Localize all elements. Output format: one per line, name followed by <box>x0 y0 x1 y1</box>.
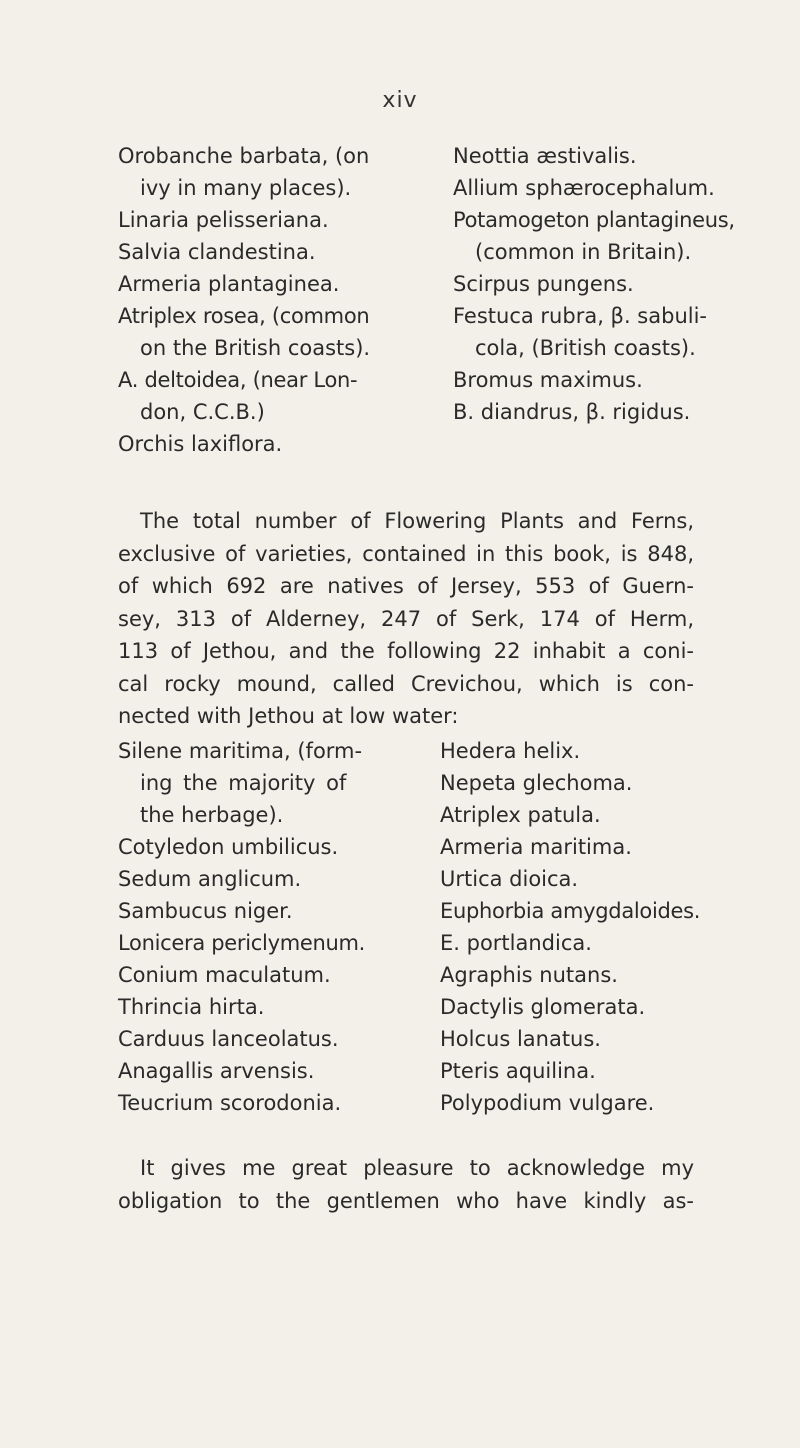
species-entry: Linaria pelisseriana. <box>118 208 329 232</box>
species-entry: Pteris aquilina. <box>440 1059 596 1083</box>
text-line: It gives me great pleasure to acknowledge my <box>140 1156 694 1180</box>
species-entry: Atriplex patula. <box>440 803 601 827</box>
species-entry: Conium maculatum. <box>118 963 331 987</box>
text-line: exclusive of varieties, contained in this book, is 848, <box>118 541 694 566</box>
text-line: of which 692 are natives of Jersey, 553 of Guern- <box>118 574 694 598</box>
species-entry: Scirpus pungens. <box>453 272 634 296</box>
species-entry: Sedum anglicum. <box>118 867 302 891</box>
species-entry: ing the majority of <box>140 771 347 795</box>
text-line: sey, 313 of Alderney, 247 of Serk, 174 of Herm, <box>118 606 694 631</box>
species-column-right <box>453 140 793 428</box>
species-entry: Cotyledon umbilicus. <box>118 835 339 859</box>
species-entry: Anagallis arvensis. <box>118 1059 315 1083</box>
species-column-left <box>118 735 428 1119</box>
species-column-right <box>440 735 780 1119</box>
species-entry: Euphorbia amygdaloides. <box>440 899 701 923</box>
species-entry: Agraphis nutans. <box>440 963 618 987</box>
species-entry: B. diandrus, β. rigidus. <box>453 400 691 424</box>
species-entry: Silene maritima, (form- <box>118 739 363 763</box>
species-entry: Dactylis glomerata. <box>440 995 646 1019</box>
species-entry: Lonicera periclymenum. <box>118 931 366 955</box>
species-entry: Potamogeton plantagineus, <box>453 208 735 232</box>
species-entry: Neottia æstivalis. <box>453 144 637 168</box>
species-entry: Armeria maritima. <box>440 835 632 859</box>
species-entry: Atriplex rosea, (common <box>118 304 370 328</box>
species-entry: ivy in many places). <box>140 176 352 200</box>
species-list-rare <box>118 140 735 470</box>
species-entry: Thrincia hirta. <box>118 995 265 1019</box>
text-line: The total number of Flowering Plants and Ferns, <box>140 509 694 533</box>
species-entry: Salvia clandestina. <box>118 240 316 264</box>
species-entry: Teucrium scorodonia. <box>118 1091 342 1115</box>
species-entry: Holcus lanatus. <box>440 1027 601 1051</box>
species-entry: the herbage). <box>140 803 284 827</box>
species-entry: Nepeta glechoma. <box>440 771 633 795</box>
species-entry: (common in Britain). <box>475 240 692 264</box>
species-entry: A. deltoidea, (near Lon- <box>118 368 358 392</box>
species-entry: Urtica dioica. <box>440 867 579 891</box>
text-line: 113 of Jethou, and the following 22 inhabit a coni- <box>118 639 694 663</box>
species-entry: Polypodium vulgare. <box>440 1091 655 1115</box>
text-line: obligation to the gentlemen who have kindly as- <box>118 1188 694 1213</box>
species-entry: E. portlandica. <box>440 931 592 955</box>
paragraph-flora-count <box>118 505 694 733</box>
text-line: cal rocky mound, called Crevichou, which is con- <box>118 671 694 696</box>
text-line: nected with Jethou at low water: <box>118 704 459 728</box>
species-list-crevichou <box>118 735 718 1125</box>
page-number: xiv <box>382 88 418 113</box>
species-entry: Armeria plantaginea. <box>118 272 340 296</box>
species-entry: on the British coasts). <box>140 336 371 360</box>
species-column-left <box>118 140 428 460</box>
species-entry: Carduus lanceolatus. <box>118 1027 339 1051</box>
species-entry: Bromus maximus. <box>453 368 643 392</box>
species-entry: Sambucus niger. <box>118 899 293 923</box>
species-entry: cola, (British coasts). <box>475 336 696 360</box>
species-entry: Orchis laxiflora. <box>118 432 283 456</box>
species-entry: Festuca rubra, β. sabuli- <box>453 304 707 328</box>
species-entry: don, C.C.B.) <box>140 400 265 424</box>
species-entry: Hedera helix. <box>440 739 581 763</box>
paragraph-acknowledgement <box>118 1152 694 1217</box>
species-entry: Allium sphærocephalum. <box>453 176 715 200</box>
species-entry: Orobanche barbata, (on <box>118 144 370 168</box>
